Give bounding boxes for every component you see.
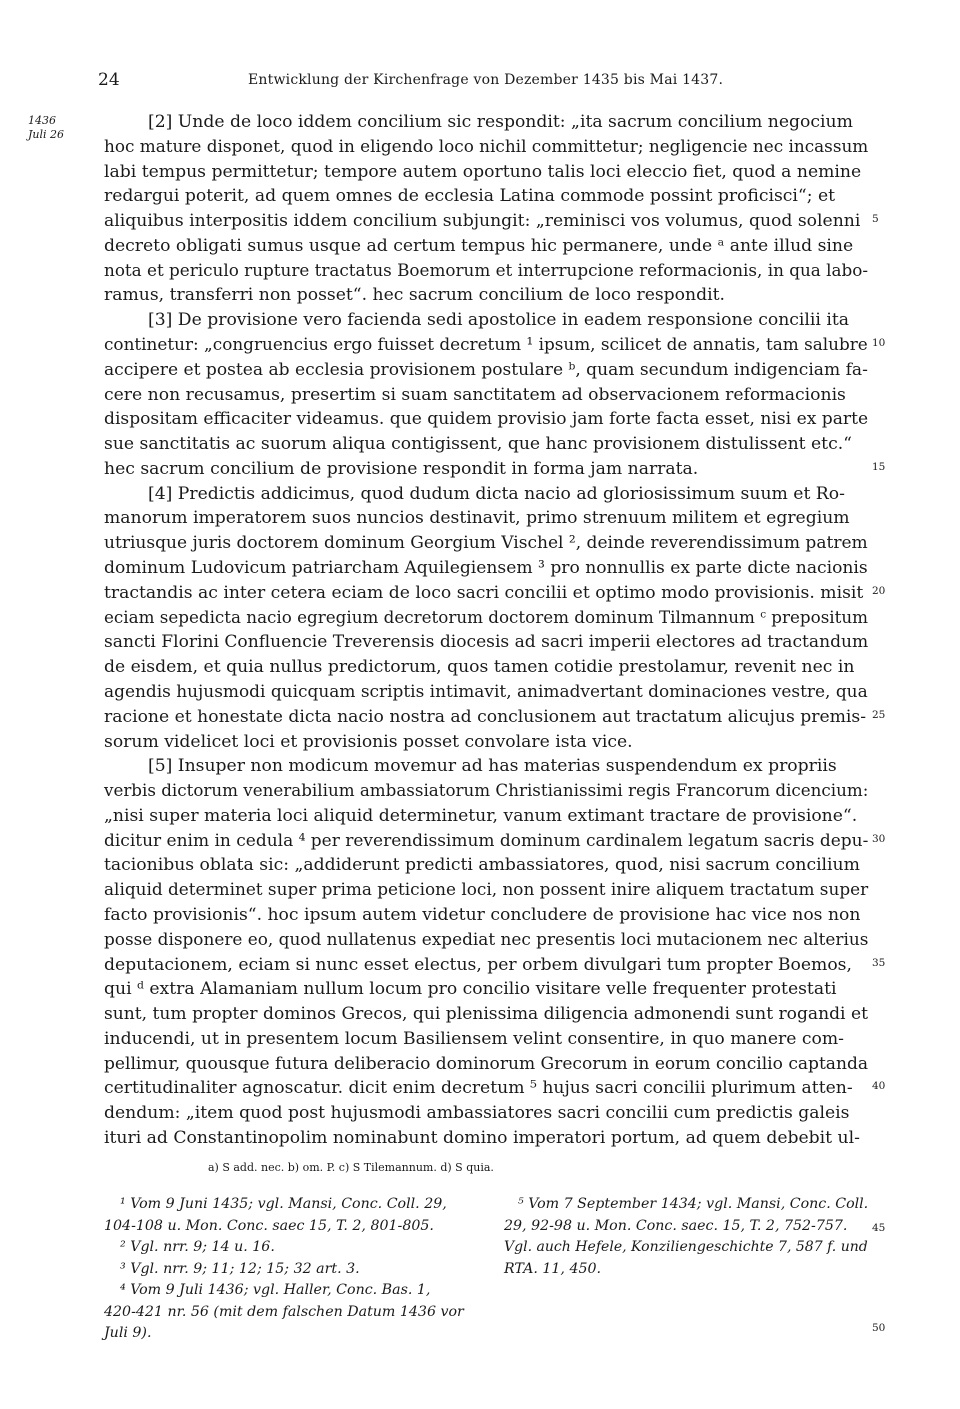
footnote-line: 29, 92-98 u. Mon. Conc. saec. 15, T. 2, 752-757. — [504, 1217, 848, 1234]
line-number: 10 — [872, 337, 886, 350]
body-line: sancti Florini Confluencie Treverensis diocesis ad sacri imperii electores ad tractandum — [104, 632, 869, 653]
body-line: cere non recusamus, presertim si suam sanctitatem ad observacionem reformacionis — [104, 384, 846, 405]
body-line: utriusque juris doctorem dominum Georgium Vischel ², deinde reverendissimum patrem — [104, 533, 868, 554]
body-line: eciam sepedicta nacio egregium decretorum doctorem dominum Tilmannum ᶜ prepositum — [104, 607, 868, 628]
body-line: deputacionem, eciam si nunc esset electus, per orbem divulgari tum propter Boemos, — [104, 954, 852, 975]
footnote-line: Vgl. auch Hefele, Konziliengeschichte 7, 587 f. und — [504, 1239, 868, 1255]
body-line: dicitur enim in cedula ⁴ per reverendissimum dominum cardinalem legatum sacris depu- — [104, 830, 869, 851]
line-number: 30 — [872, 832, 886, 845]
line-number: 50 — [872, 1322, 886, 1334]
body-line: nota et periculo rupture tractatus Boemorum et interrupcione reformacionis, in qua labo- — [104, 260, 869, 281]
body-line: [5] Insuper non modicum movemur ad has materias suspendendum ex propriis — [148, 756, 837, 777]
body-line: verbis dictorum venerabilium ambassiatorum Christianissimi regis Francorum dicencium: — [104, 781, 869, 802]
body-line: [4] Predictis addicimus, quod dudum dicta nacio ad gloriosissimum suum et Ro- — [148, 483, 845, 504]
footnote-line: RTA. 11, 450. — [504, 1260, 602, 1277]
body-line: pellimur, quousque futura deliberacio dominorum Grecorum in eorum concilio captanda — [104, 1053, 869, 1074]
body-line: decreto obligati sumus usque ad certum tempus hic permanere, unde ᵃ ante illud sine — [104, 235, 854, 256]
body-line: posse disponere eo, quod nullatenus expediat nec presentis loci mutacionem nec alterius — [104, 929, 869, 950]
footnote-line: 420-421 nr. 56 (mit dem falschen Datum 1436 vor — [104, 1303, 464, 1320]
body-line: dominum Ludovicum patriarcham Aquilegiensem ³ pro nonnullis ex parte dicte nacionis — [104, 558, 868, 579]
page-header — [0, 70, 960, 94]
body-line: hec sacrum concilium de provisione respondit in forma jam narrata. — [104, 458, 699, 479]
variant-notes: a) S add. nec. b) om. P. c) S Tilemannum. d) S quia. — [208, 1161, 494, 1174]
body-line: labi tempus permittetur; tempore autem oportuno talis loci eleccio fiet, quod a nemine — [104, 161, 862, 182]
body-line: accipere et postea ab ecclesia provisionem postulare ᵇ, quam secundum indigenciam fa- — [104, 359, 868, 380]
body-line: sunt, tum propter dominos Grecos, qui plenissima diligencia admonendi sunt rogandi et — [104, 1004, 868, 1025]
line-number: 45 — [872, 1222, 886, 1234]
body-line: ituri ad Constantinopolim nominabunt domino imperatori portum, ad quem debebit ul- — [104, 1127, 860, 1148]
body-line: dispositam efficaciter videamus. que quidem provisio jam forte facta esset, nisi ex parte — [104, 409, 869, 430]
body-line: [2] Unde de loco iddem concilium sic respondit: „ita sacrum concilium negocium — [148, 112, 853, 132]
body-line: qui ᵈ extra Alamaniam nullum locum pro concilio visitare velle frequenter protestati — [104, 979, 837, 1000]
page-number: 24 — [98, 70, 120, 90]
body-line: [3] De provisione vero facienda sedi apostolice in eadem responsione concilii ita — [148, 310, 849, 331]
line-number: 20 — [872, 584, 886, 597]
margin-year: 1436 — [28, 114, 56, 127]
line-number: 5 — [872, 213, 879, 226]
line-number: 25 — [872, 708, 886, 721]
line-number: 15 — [872, 460, 886, 473]
footnote-line: Juli 9). — [104, 1325, 152, 1341]
body-line: aliquibus interpositis iddem concilium subjungit: „reminisci vos volumus, quod solenni — [104, 211, 861, 232]
body-line: racione et honestate dicta nacio nostra ad conclusionem aut tractatum alicujus premis- — [104, 706, 867, 727]
running-title: Entwicklung der Kirchenfrage von Dezember 1435 bis Mai 1437. — [248, 72, 724, 88]
body-line: ramus, transferri non posset“. hec sacrum concilium de loco respondit. — [104, 285, 725, 306]
footnote-line: 104-108 u. Mon. Conc. saec 15, T. 2, 801-805. — [104, 1217, 434, 1234]
body-line: tacionibus oblata sic: „addiderunt predicti ambassiatores, quod, nisi sacrum concilium — [104, 855, 860, 876]
body-line: redargui poterit, ad quem omnes de ecclesia Latina commode possint proficisci“; et — [104, 186, 836, 207]
footnote-line: ⁵ Vom 7 September 1434; vgl. Mansi, Conc. Coll. — [518, 1196, 869, 1212]
body-line: agendis hujusmodi quicquam scriptis intimavit, animadvertant dominaciones vestre, qua — [104, 681, 868, 702]
body-line: de eisdem, et quia nullus predictorum, quos tamen cotidie prestolamur, revenit nec in — [104, 657, 855, 678]
body-line: sue sanctitatis ac suorum aliqua contigissent, que hanc provisionem distulissent etc.“ — [104, 434, 852, 455]
footnote-line: ² Vgl. nrr. 9; 14 u. 16. — [120, 1239, 275, 1255]
body-line: hoc mature disponet, quod in eligendo loco nichil committetur; negligencie nec incassum — [104, 136, 869, 157]
body-line: sorum videlicet loci et provisionis posset convolare ista vice. — [104, 731, 633, 752]
margin-date: Juli 26 — [28, 128, 65, 141]
footnote-line: ¹ Vom 9 Juni 1435; vgl. Mansi, Conc. Coll. 29, — [120, 1196, 447, 1212]
body-line: inducendi, ut in presentem locum Basiliensem velint consentire, in quo manere com- — [104, 1028, 844, 1049]
line-number: 35 — [872, 956, 886, 969]
body-line: „nisi super materia loci aliquid determinetur, vanum extimant tractare de provisione“. — [104, 805, 858, 826]
body-line: manorum imperatorem suos nuncios destinavit, primo strenuum militem et egregium — [104, 508, 850, 529]
body-line: tractandis ac inter cetera eciam de loco sacri concilii et optimo modo provisionis. misit — [104, 582, 864, 603]
body-line: certitudinaliter agnoscatur. dicit enim decretum ⁵ hujus sacri concilii plurimum atten- — [104, 1078, 853, 1099]
line-number: 40 — [872, 1080, 886, 1093]
body-line: aliquid determinet super prima peticione loci, non possent inire aliquem tractatum super — [104, 880, 869, 901]
body-line: facto provisionis“. hoc ipsum autem videtur concludere de provisione hac vice nos non — [104, 904, 861, 925]
body-line: continetur: „congruencius ergo fuisset decretum ¹ ipsum, scilicet de annatis, tam salubre — [104, 335, 868, 356]
footnote-line: ⁴ Vom 9 Juli 1436; vgl. Haller, Conc. Bas. 1, — [120, 1282, 431, 1298]
footnote-line: ³ Vgl. nrr. 9; 11; 12; 15; 32 art. 3. — [120, 1260, 360, 1277]
body-line: dendum: „item quod post hujusmodi ambassiatores sacri concilii cum predictis galeis — [104, 1103, 850, 1124]
